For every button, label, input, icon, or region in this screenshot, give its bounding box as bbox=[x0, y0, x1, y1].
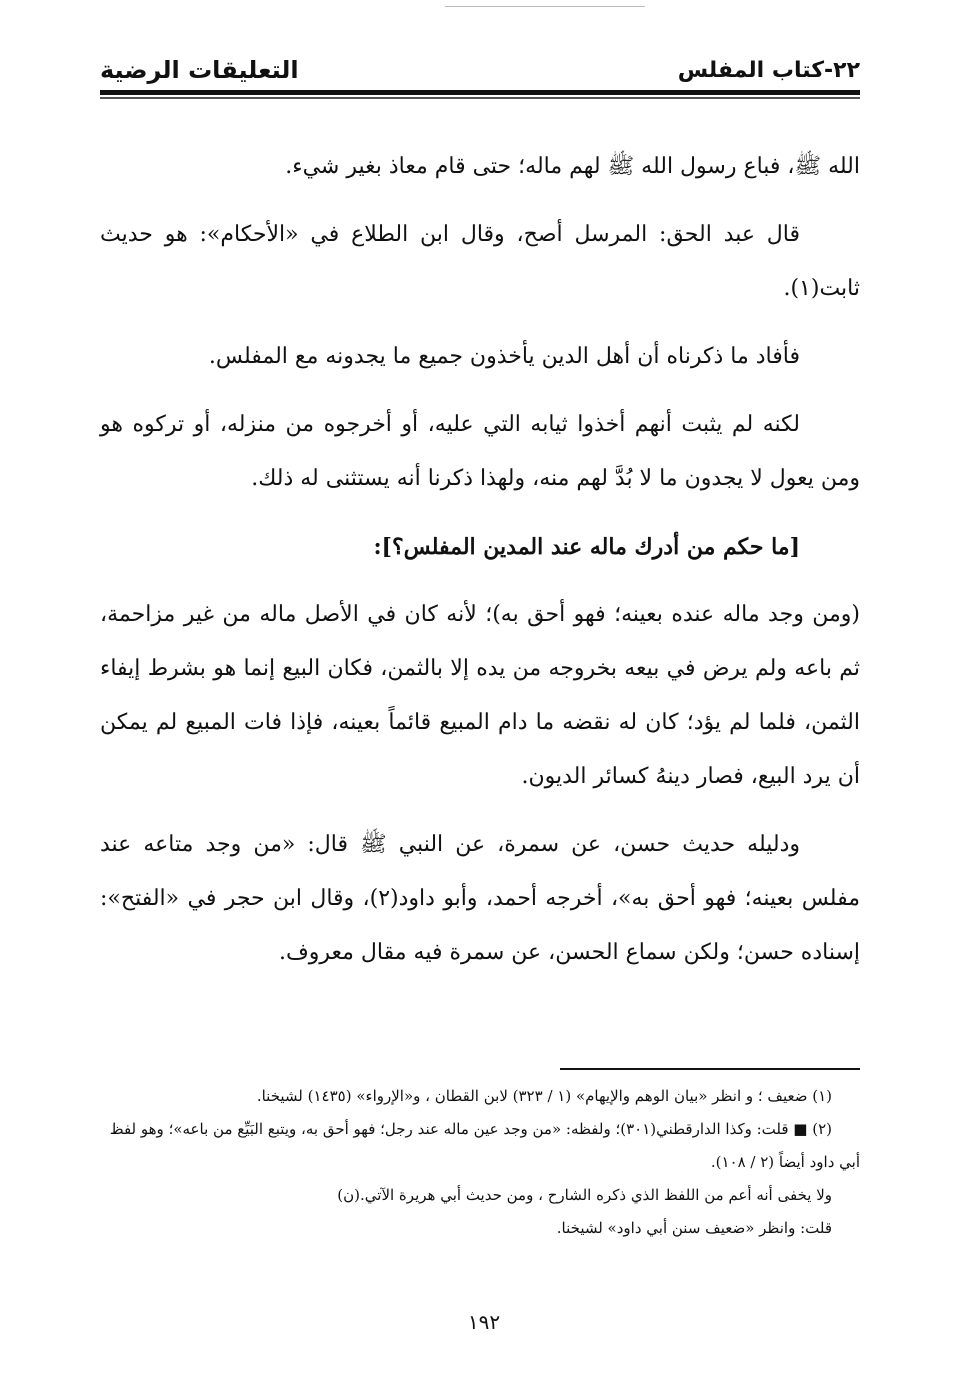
paragraph-6: ودليله حديث حسن، عن سمرة، عن النبي ﷺ قال: «من وجد متاعه عند مفلس بعينه؛ فهو أحق به»، أخرجه أحمد، وأبو داود(٢)، وقال ابن حجر في «الفتح»: إسناده حسن؛ ولكن سماع الحسن، عن سمرة فيه مقال معروف. bbox=[100, 832, 861, 965]
header-rule-thick bbox=[100, 90, 860, 95]
footnote-separator bbox=[560, 1068, 860, 1070]
paragraph-5: (ومن وجد ماله عنده بعينه؛ فهو أحق به)؛ لأنه كان في الأصل ماله من غير مزاحمة، ثم باعه ولم يرض في بيعه بخروجه من يده إلا بالثمن، فكان البيع إنما هو بشرط إيفاء الثمن، فلما لم يؤد؛ كان له نقضه ما دام المبيع قائماً بعينه، فإذا فات المبيع لم يمكن أن يرد البيع، فصار دينهُ كسائر الديون. bbox=[100, 602, 860, 789]
paragraph-4: لكنه لم يثبت أنهم أخذوا ثيابه التي عليه، أو أخرجوه من منزله، أو تركوه هو ومن يعول لا يجدون ما لا بُدَّ لهم منه، ولهذا ذكرنا أنه يستثنى له ذلك. bbox=[100, 412, 860, 491]
page-number: ١٩٢ bbox=[467, 1310, 501, 1334]
section-heading: [ما حكم من أدرك ماله عند المدين المفلس؟]: bbox=[373, 534, 800, 560]
header-rule-thin bbox=[100, 97, 860, 99]
running-header bbox=[100, 52, 860, 92]
chapter-title: ٢٢-كتاب المفلس bbox=[677, 58, 860, 83]
paragraph-1: الله ﷺ، فباع رسول الله ﷺ لهم ماله؛ حتى قام معاذ بغير شيء. bbox=[285, 154, 860, 179]
footnote-2-ref: قلت: وانظر «ضعيف سنن أبي داود» لشيخنا. bbox=[556, 1219, 832, 1237]
footnote-1: (١) ضعيف ؛ و انظر «بيان الوهم والإيهام» (١ / ٣٢٣) لابن القطان ، و«الإرواء» (١٤٣٥) لشيخنا. bbox=[256, 1087, 832, 1105]
paragraph-3: فأفاد ما ذكرناه أن أهل الدين يأخذون جميع ما يجدونه مع المفلس. bbox=[208, 344, 800, 369]
footnotes bbox=[100, 1080, 860, 1245]
footnote-2-note: ولا يخفى أنه أعم من اللفظ الذي ذكره الشارح ، ومن حديث أبي هريرة الآتي.(ن) bbox=[337, 1186, 832, 1204]
main-text bbox=[100, 140, 860, 994]
paragraph-2: قال عبد الحق: المرسل أصح، وقال ابن الطلاع في «الأحكام»: هو حديث ثابت(١). bbox=[100, 222, 860, 301]
footnote-2: (٢) ■ قلت: وكذا الدارقطني(٣٠١)؛ ولفظه: «من وجد عين ماله عند رجل؛ فهو أحق به، ويتبع البَيِّع من باعه»؛ وهو لفظ أبي داود أيضاً (٢ / ١٠٨). bbox=[109, 1120, 860, 1171]
book-title: التعليقات الرضية bbox=[100, 56, 299, 84]
top-scan-line bbox=[445, 6, 645, 7]
